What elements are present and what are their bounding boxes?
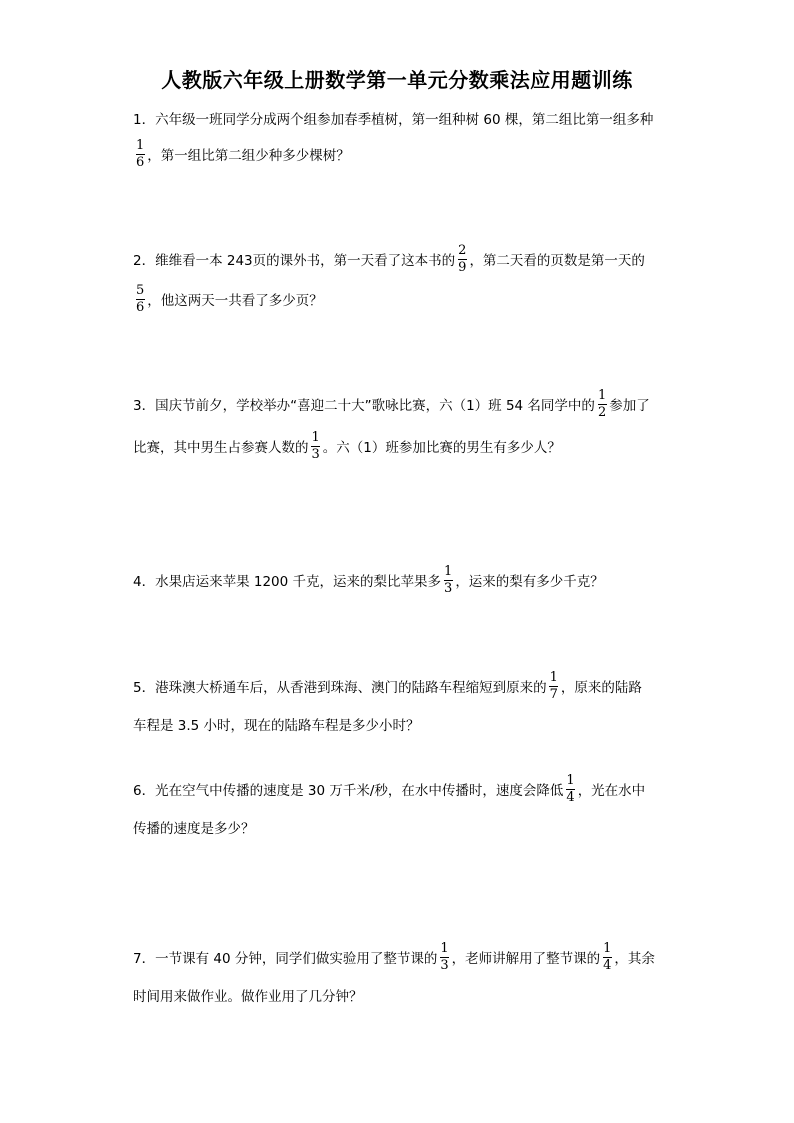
question-6-text-1: 6．光在空气中传播的速度是 30 万千米/秒，在水中传播时，速度会降低 bbox=[133, 783, 564, 799]
fraction-one-seventh: $\frac{1}{7}$ bbox=[549, 669, 558, 702]
question-3-text-1: 3．国庆节前夕，学校举办“喜迎二十大”歌咏比赛，六（1）班 54 名同学中的 bbox=[133, 398, 595, 414]
fraction-one-quarter: $\frac{1}{4}$ bbox=[566, 772, 575, 805]
question-3-line-2 bbox=[133, 426, 561, 466]
question-5-text-1: 5．港珠澳大桥通车后，从香港到珠海、澳门的陆路车程缩短到原来的 bbox=[133, 680, 547, 696]
fraction-two-ninths: $\frac{2}{9}$ bbox=[458, 242, 467, 275]
question-4-text-1: 4．水果店运来苹果 1200 千克，运来的梨比苹果多 bbox=[133, 574, 442, 590]
fraction-one-sixth: $\frac{1}{6}$ bbox=[136, 137, 145, 170]
question-6-text-2: ，光在水中 bbox=[577, 783, 646, 799]
worksheet-title: 人教版六年级上册数学第一单元分数乘法应用题训练 bbox=[161, 68, 633, 92]
question-5-line-1 bbox=[133, 666, 642, 706]
question-7-text-4: 时间用来做作业。做作业用了几分钟？ bbox=[133, 989, 363, 1005]
question-6-text-3: 传播的速度是多少？ bbox=[133, 821, 255, 837]
question-3-text-2: 参加了 bbox=[609, 398, 650, 414]
question-3-text-4: 。六（1）班参加比赛的男生有多少人？ bbox=[322, 440, 561, 456]
fraction-five-sixths: $\frac{5}{6}$ bbox=[136, 282, 145, 315]
question-7-line-2 bbox=[133, 975, 363, 1015]
question-4-text-2: ，运来的梨有多少千克？ bbox=[455, 574, 604, 590]
question-7-text-2: ，老师讲解用了整节课的 bbox=[451, 951, 601, 967]
fraction-one-third: $\frac{1}{3}$ bbox=[440, 940, 449, 973]
question-7-text-1: 7．一节课有 40 分钟，同学们做实验用了整节课的 bbox=[133, 951, 438, 967]
fraction-one-quarter: $\frac{1}{4}$ bbox=[603, 940, 612, 973]
question-5-line-2 bbox=[133, 704, 420, 744]
question-6-line-2 bbox=[133, 807, 255, 847]
fraction-one-third: $\frac{1}{3}$ bbox=[444, 563, 453, 596]
question-1-text-1: 1．六年级一班同学分成两个组参加春季植树，第一组种树 60 棵，第二组比第一组多种 bbox=[133, 112, 654, 128]
question-3-text-3: 比赛，其中男生占参赛人数的 bbox=[133, 440, 309, 456]
question-1-text-2: ，第一组比第二组少种多少棵树？ bbox=[147, 148, 350, 164]
question-6-line-1 bbox=[133, 769, 645, 809]
question-3-line-1 bbox=[133, 384, 650, 424]
question-2-text-2: ，第二天看的页数是第一天的 bbox=[469, 253, 645, 269]
question-2-text-3: ，他这两天一共看了多少页？ bbox=[147, 293, 323, 309]
question-2-text-1: 2．维维看一本 243页的课外书，第一天看了这本书的 bbox=[133, 253, 456, 269]
question-1-line-1 bbox=[133, 98, 653, 138]
question-2-line-1 bbox=[133, 239, 645, 279]
question-4-line-1 bbox=[133, 560, 604, 600]
question-7-text-3: ，其余 bbox=[614, 951, 655, 967]
question-5-text-2: ，原来的陆路 bbox=[560, 680, 642, 696]
question-5-text-3: 车程是 3.5 小时，现在的陆路车程是多少小时？ bbox=[133, 718, 420, 734]
question-2-line-2 bbox=[133, 279, 323, 319]
fraction-one-half: $\frac{1}{2}$ bbox=[597, 387, 607, 420]
question-1-line-2 bbox=[133, 134, 350, 174]
fraction-one-third: $\frac{1}{3}$ bbox=[311, 429, 320, 462]
question-7-line-1 bbox=[133, 937, 655, 977]
